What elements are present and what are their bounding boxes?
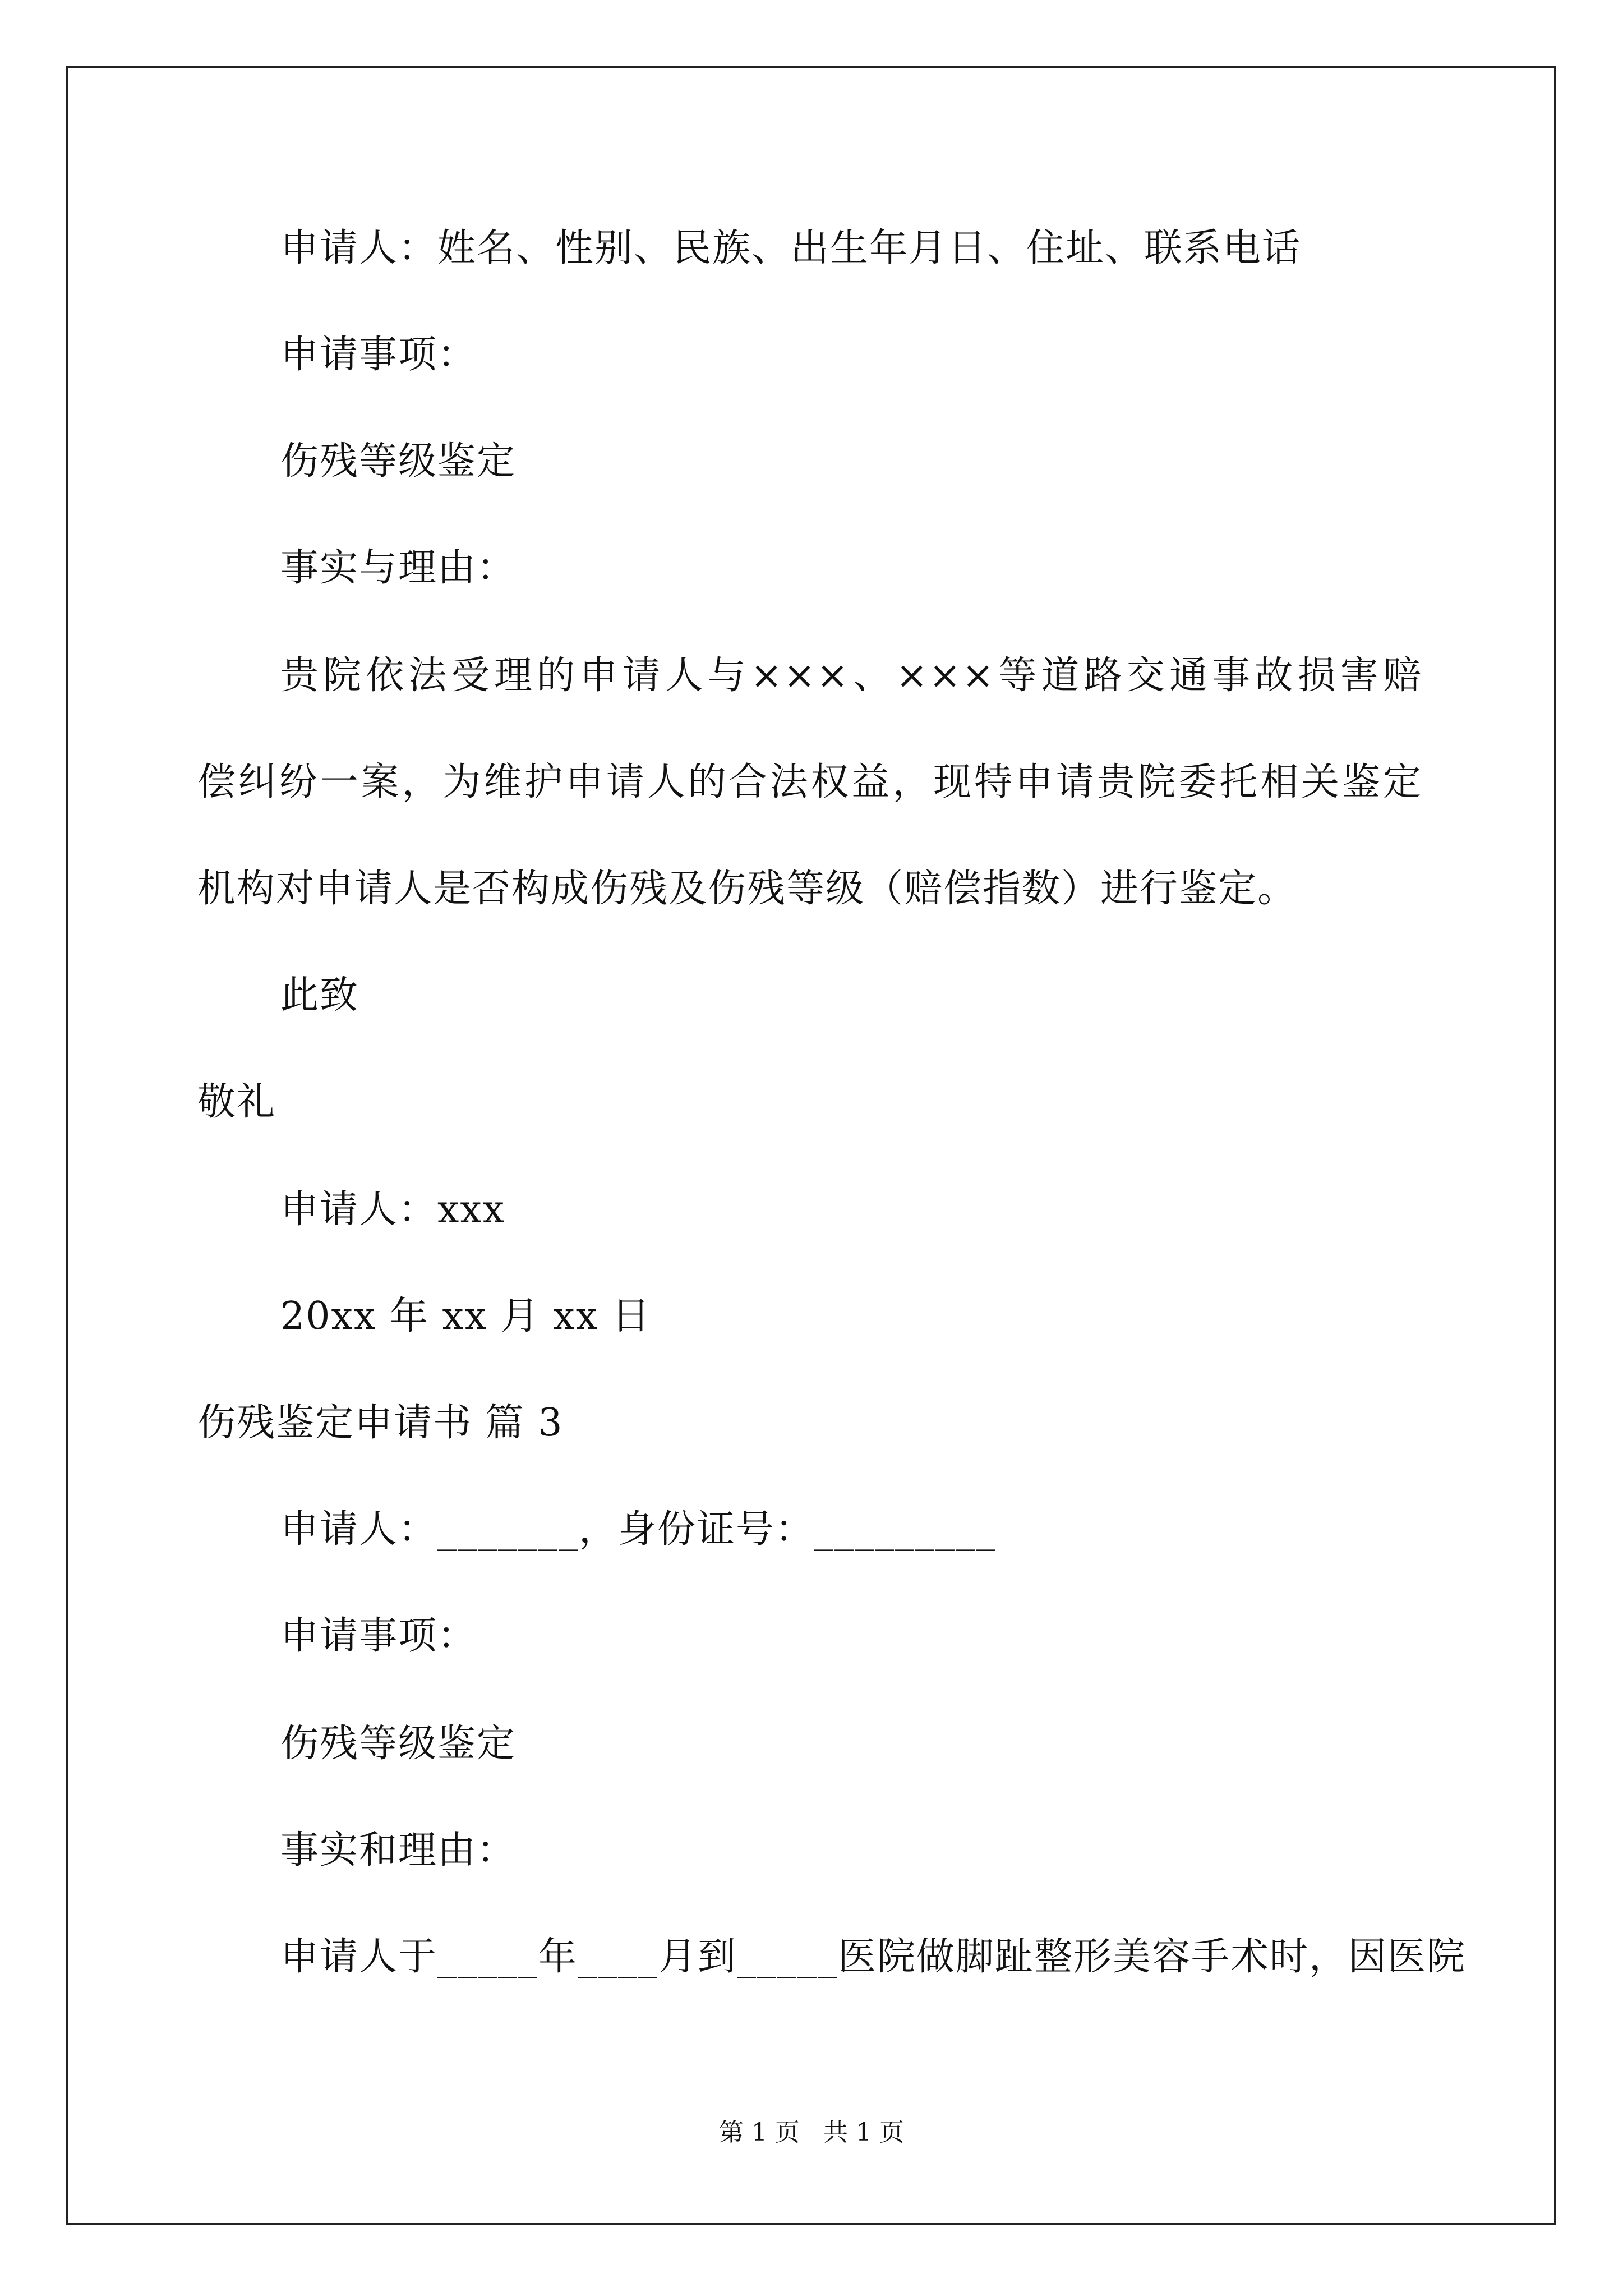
applicant-id-line: 申请人：_______，身份证号：_________ (280, 1507, 997, 1552)
application-items-heading: 申请事项： (280, 333, 477, 377)
facts-reasons-heading: 事实与理由： (280, 546, 517, 590)
body-paragraph-line-4: 申请人于_____年____月到_____医院做脚趾整形美容手术时，因医院 (280, 1935, 1467, 1979)
body-paragraph-line-3: 机构对申请人是否构成伤残及伤残等级（赔偿指数）进行鉴定。 (197, 867, 1297, 911)
body-paragraph-line-2: 偿纠纷一案，为维护申请人的合法权益，现特申请贵院委托相关鉴定 (197, 760, 1422, 804)
page-border (66, 66, 1556, 2225)
page-footer: 第 1 页 共 1 页 (719, 2118, 904, 2147)
applicant-info-line: 申请人：姓名、性别、民族、出生年月日、住址、联系电话 (280, 226, 1302, 270)
application-item-text-2: 伤残等级鉴定 (280, 1722, 517, 1766)
closing-line: 敬礼 (197, 1080, 276, 1124)
date-line: 20xx 年 xx 月 xx 日 (280, 1294, 651, 1338)
application-item-text: 伤残等级鉴定 (280, 439, 517, 484)
facts-reasons-heading-2: 事实和理由： (280, 1828, 517, 1872)
body-paragraph-line-1: 贵院依法受理的申请人与×××、×××等道路交通事故损害赔 (280, 654, 1422, 698)
salutation-line: 此致 (280, 973, 359, 1018)
signature-line: 申请人：xxx (280, 1188, 506, 1232)
application-items-heading-2: 申请事项： (280, 1614, 477, 1658)
section-title: 伤残鉴定申请书 篇 3 (197, 1401, 564, 1445)
